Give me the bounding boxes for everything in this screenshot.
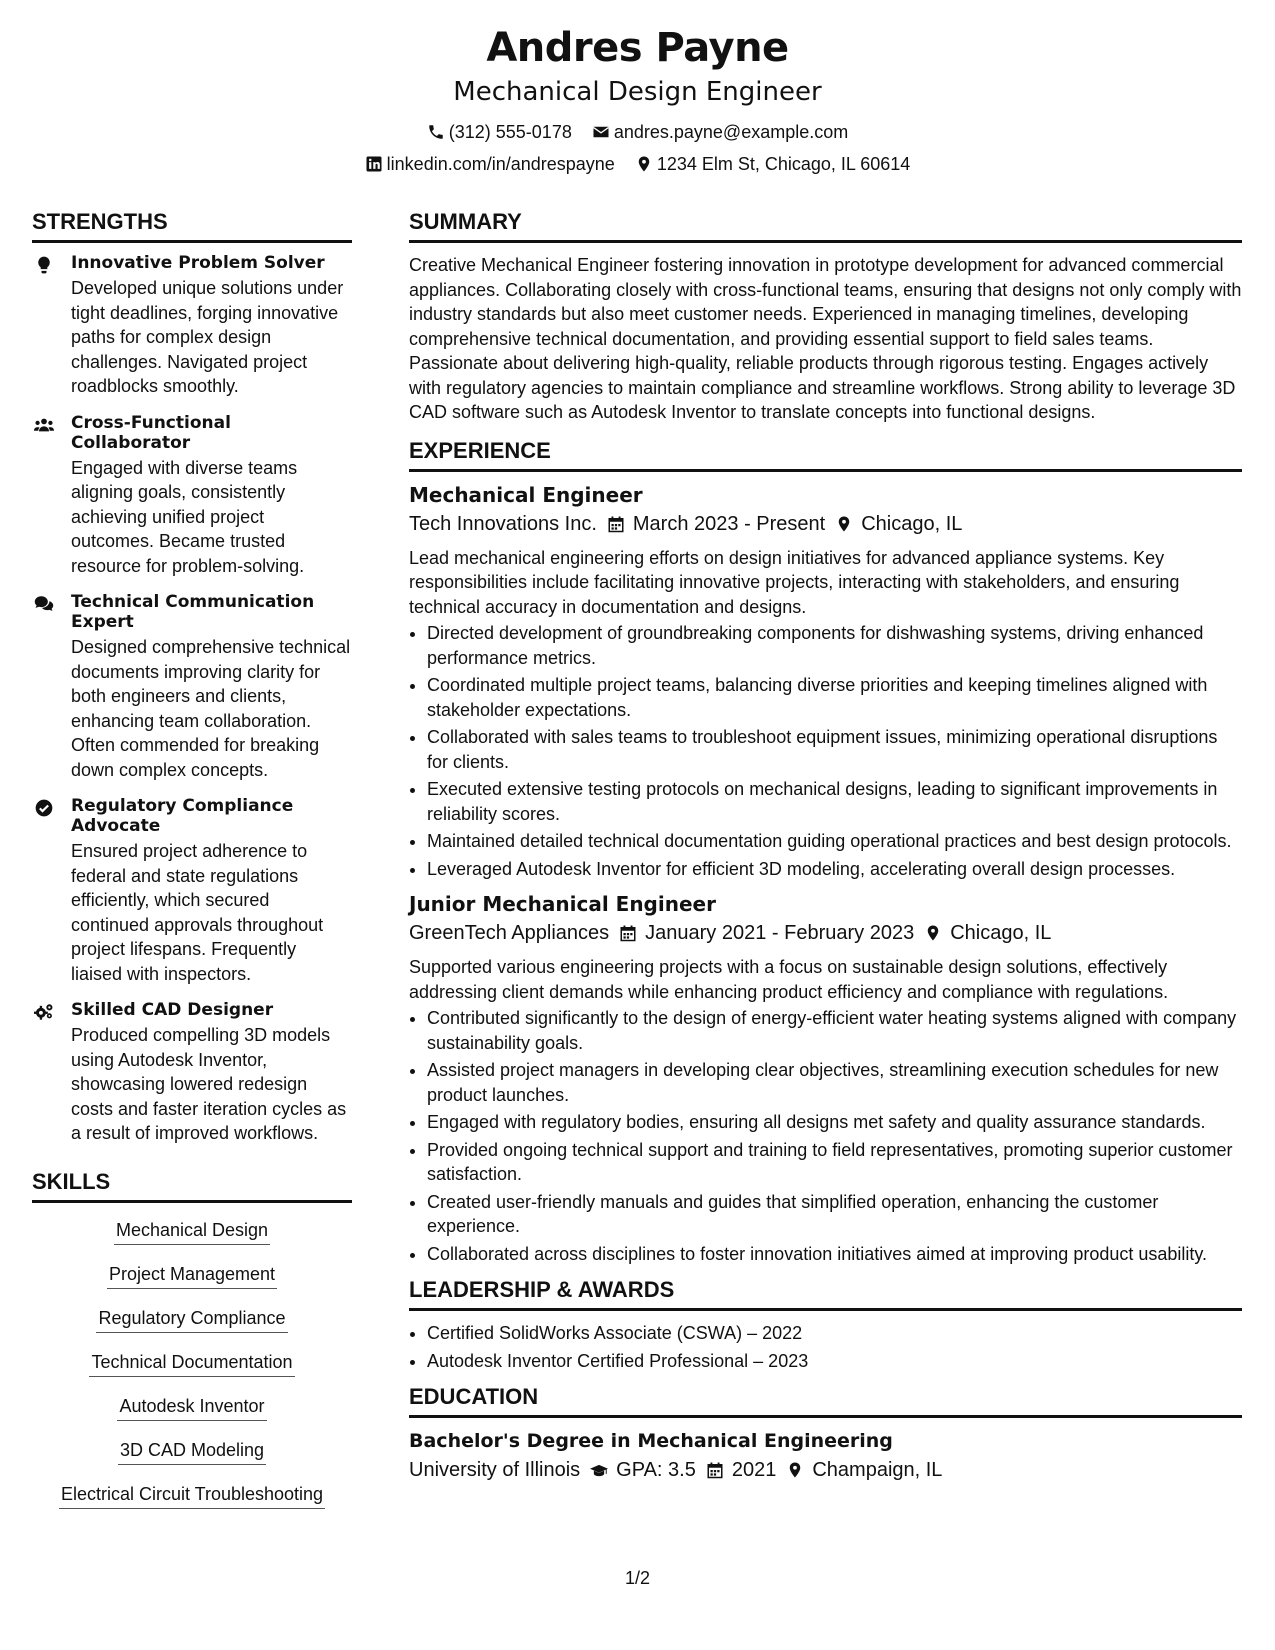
job-bullet: • Contributed significantly to the design of energy-efficient water heating systems aligned with company sustainability goals. bbox=[427, 1006, 1242, 1055]
strength-item bbox=[32, 796, 352, 986]
leadership-heading: LEADERSHIP & AWARDS bbox=[409, 1276, 1242, 1311]
skill-tag: Project Management bbox=[107, 1263, 277, 1289]
job-bullet: • Provided ongoing technical support and training to field representatives, promoting superior customer satisfaction. bbox=[427, 1138, 1242, 1187]
skill-tag: Regulatory Compliance bbox=[96, 1307, 287, 1333]
school-name: University of Illinois bbox=[409, 1459, 581, 1481]
job-bullet: • Maintained detailed technical documentation guiding operational practices and best design protocols. bbox=[427, 829, 1242, 854]
graduation-year: 2021 bbox=[731, 1459, 777, 1481]
experience-heading: EXPERIENCE bbox=[409, 437, 1242, 472]
skills-list bbox=[32, 1213, 352, 1521]
calendar-icon bbox=[619, 924, 637, 942]
job-bullet: • Coordinated multiple project teams, balancing diverse priorities and keeping timelines aligned with stakeholder expectations. bbox=[427, 673, 1242, 722]
skills-heading: SKILLS bbox=[32, 1168, 352, 1203]
skill-tag: Electrical Circuit Troubleshooting bbox=[59, 1483, 325, 1509]
address-text: 1234 Elm St, Chicago, IL 60614 bbox=[656, 154, 911, 174]
education-heading: EDUCATION bbox=[409, 1383, 1242, 1418]
job-bullet: • Created user-friendly manuals and guides that simplified operation, enhancing the customer experience. bbox=[427, 1190, 1242, 1239]
summary-heading: SUMMARY bbox=[409, 208, 1242, 243]
job-bullet: • Collaborated across disciplines to foster innovation initiatives aimed at improving product usability. bbox=[427, 1242, 1242, 1267]
strength-title: Technical Communication Expert bbox=[71, 592, 315, 632]
graduation-cap-icon bbox=[590, 1461, 608, 1479]
resume-header bbox=[0, 22, 1275, 174]
map-pin-icon bbox=[635, 155, 653, 173]
skill-tag: Autodesk Inventor bbox=[117, 1395, 266, 1421]
job-entry bbox=[409, 891, 1242, 1266]
users-icon bbox=[32, 415, 56, 435]
address-contact bbox=[635, 154, 911, 174]
job-entry bbox=[409, 482, 1242, 882]
job-bullets bbox=[409, 1006, 1242, 1266]
job-company: Tech Innovations Inc. bbox=[409, 512, 597, 535]
job-meta bbox=[409, 510, 1242, 538]
strength-description: Designed comprehensive technical documents improving clarity for both engineers and clients, enhancing team collaboration. Often commended for breaking down complex concepts. bbox=[71, 637, 351, 780]
candidate-title: Mechanical Design Engineer bbox=[453, 77, 822, 107]
job-bullet: • Executed extensive testing protocols on mechanical designs, leading to significant improvements in reliability scores. bbox=[427, 777, 1242, 826]
job-bullets bbox=[409, 621, 1242, 881]
skill-tag: Mechanical Design bbox=[114, 1219, 270, 1245]
job-bullet: • Assisted project managers in developing clear objectives, streamlining execution schedules for new product launches. bbox=[427, 1058, 1242, 1107]
job-company: GreenTech Appliances bbox=[409, 922, 610, 944]
summary-text: Creative Mechanical Engineer fostering innovation in prototype development for advanced commercial appliances. Collaborating closely with cross-functional teams, ensuring that designs not only comply with industry standards but also meet customer needs. Experienced in managing timelines, developing comprehensive technical documentation, and providing essential support to field sales teams. Passionate about delivering high-quality, reliable products through rigorous testing. Engages actively with regulatory agencies to maintain compliance and streamline workflows. Strong ability to leverage 3D CAD software such as Autodesk Inventor to translate concepts into functional designs. bbox=[409, 255, 1242, 422]
strength-title: Cross-Functional Collaborator bbox=[71, 412, 231, 453]
gpa-text: GPA: 3.5 bbox=[616, 1459, 696, 1481]
contact-row-2 bbox=[0, 154, 1275, 174]
job-dates: January 2021 - February 2023 bbox=[645, 922, 915, 944]
linkedin-icon bbox=[365, 155, 383, 173]
email-text[interactable]: andres.payne@example.com bbox=[613, 122, 849, 142]
skill-tag: 3D CAD Modeling bbox=[118, 1439, 266, 1465]
email-contact[interactable] bbox=[592, 122, 848, 142]
strength-item bbox=[32, 413, 352, 579]
right-column bbox=[409, 208, 1242, 1492]
strength-description: Produced compelling 3D models using Autodesk Inventor, showcasing lowered redesign costs and faster iteration cycles as a result of improved workflows. bbox=[71, 1025, 347, 1143]
strength-title: Innovative Problem Solver bbox=[71, 253, 325, 273]
job-bullet: • Collaborated with sales teams to troubleshoot equipment issues, minimizing operational disruptions for clients. bbox=[427, 725, 1242, 774]
job-dates: March 2023 - Present bbox=[632, 512, 826, 535]
linkedin-contact[interactable] bbox=[365, 154, 615, 174]
award-item: • Certified SolidWorks Associate (CSWA) – 2022 bbox=[427, 1321, 1242, 1346]
strength-description: Engaged with diverse teams aligning goals, consistently achieving unified project outcomes. Became trusted resource for problem-solving. bbox=[71, 457, 305, 576]
check-circle-icon bbox=[32, 798, 56, 818]
map-pin-icon bbox=[835, 515, 853, 533]
phone-icon bbox=[427, 123, 445, 141]
job-title: Junior Mechanical Engineer bbox=[409, 892, 716, 916]
lightbulb-icon bbox=[32, 255, 56, 275]
contact-row-1 bbox=[0, 122, 1275, 142]
strength-description: Ensured project adherence to federal and state regulations efficiently, which secured continued approvals throughout project lifespans. Frequently liaised with inspectors. bbox=[71, 841, 324, 984]
calendar-icon bbox=[706, 1461, 724, 1479]
left-column bbox=[32, 208, 352, 1521]
award-item: • Autodesk Inventor Certified Professional – 2023 bbox=[427, 1349, 1242, 1374]
job-description: Lead mechanical engineering efforts on design initiatives for advanced appliance systems. Key responsibilities include facilitating innovative projects, interacting with stakeholders, and ensuring technical accuracy in documentation and designs. bbox=[409, 547, 1180, 617]
page-number: 1/2 bbox=[624, 1568, 651, 1588]
job-meta bbox=[409, 919, 1242, 947]
candidate-name: Andres Payne bbox=[486, 25, 789, 71]
map-pin-icon bbox=[924, 924, 942, 942]
job-bullet: • Engaged with regulatory bodies, ensuring all designs met safety and quality assurance standards. bbox=[427, 1110, 1242, 1135]
comments-icon bbox=[32, 594, 56, 614]
job-location: Chicago, IL bbox=[861, 512, 963, 535]
calendar-icon bbox=[607, 515, 625, 533]
strengths-heading: STRENGTHS bbox=[32, 208, 352, 243]
awards-list bbox=[409, 1321, 1242, 1373]
strength-description: Developed unique solutions under tight deadlines, forging innovative paths for complex design challenges. Navigated project roadblocks smoothly. bbox=[71, 278, 344, 396]
skill-tag: Technical Documentation bbox=[89, 1351, 294, 1377]
degree-title: Bachelor's Degree in Mechanical Engineering bbox=[409, 1430, 893, 1452]
job-description: Supported various engineering projects with a focus on sustainable design solutions, effectively addressing client demands while enhancing product efficiency and compliance with regulations. bbox=[409, 957, 1169, 1002]
strength-item bbox=[32, 253, 352, 399]
phone-text: (312) 555-0178 bbox=[448, 122, 572, 142]
education-location: Champaign, IL bbox=[812, 1459, 943, 1481]
job-bullet: • Leveraged Autodesk Inventor for efficient 3D modeling, accelerating overall design processes. bbox=[427, 857, 1242, 882]
strength-item bbox=[32, 592, 352, 782]
envelope-icon bbox=[592, 123, 610, 141]
strength-title: Regulatory Compliance Advocate bbox=[71, 796, 294, 836]
phone-contact bbox=[427, 122, 572, 142]
linkedin-text[interactable]: linkedin.com/in/andrespayne bbox=[386, 154, 615, 174]
job-bullet: • Directed development of groundbreaking components for dishwashing systems, driving enhanced performance metrics. bbox=[427, 621, 1242, 670]
education-meta bbox=[409, 1456, 1242, 1484]
strength-item bbox=[32, 1000, 352, 1146]
gears-icon bbox=[32, 1002, 56, 1022]
job-location: Chicago, IL bbox=[950, 922, 1052, 944]
map-pin-icon bbox=[786, 1461, 804, 1479]
strength-title: Skilled CAD Designer bbox=[71, 1000, 274, 1020]
job-title: Mechanical Engineer bbox=[409, 482, 643, 507]
